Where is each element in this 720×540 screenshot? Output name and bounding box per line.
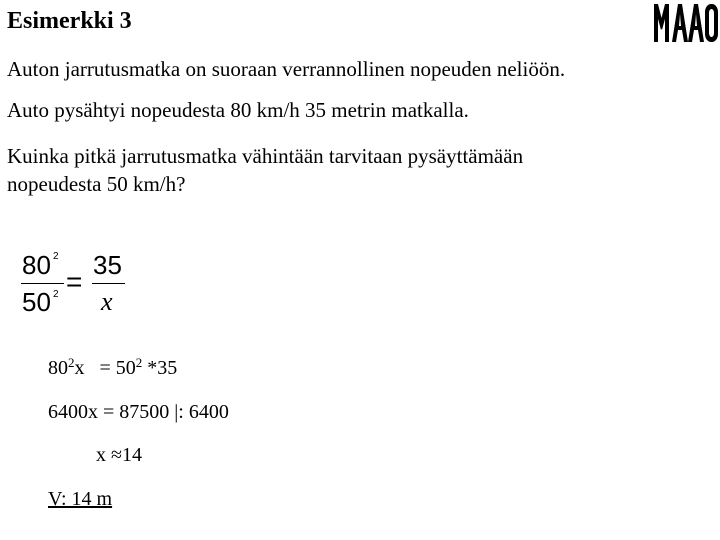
left-fraction-bar [21, 283, 64, 284]
step3-value: 14 [121, 444, 142, 466]
solution-step-1 [48, 356, 177, 380]
step1-exponent-a: 2 [68, 355, 75, 370]
problem-question-line-2: nopeudesta 50 km/h? [7, 172, 186, 196]
step1-exponent-b: 2 [135, 355, 143, 370]
step1-equals-b: = 50 [99, 357, 136, 379]
left-denominator-exponent: 2 [53, 289, 59, 300]
step3-variable: x [96, 444, 106, 466]
step1-variable: x [74, 357, 85, 379]
step1-base-a: 80 [48, 357, 68, 379]
solution-step-3 [96, 443, 142, 467]
right-numerator: 35 [93, 250, 122, 280]
left-numerator: 80 [22, 250, 51, 280]
left-denominator: 50 [22, 287, 51, 317]
left-numerator-exponent: 2 [53, 251, 59, 262]
right-denominator: x [101, 287, 113, 316]
final-answer: V: 14 m [48, 488, 113, 510]
solution-step-2: 6400x = 87500 |: 6400 [48, 401, 229, 423]
problem-question-line-1: Kuinka pitkä jarrutusmatka vähintään tarvitaan pysäyttämään [7, 144, 524, 168]
equals-sign: = [66, 266, 83, 297]
step1-multiplier: *35 [142, 357, 178, 379]
maa0-logo [652, 0, 720, 46]
problem-data: Auto pysähtyi nopeudesta 80 km/h 35 metrin matkalla. [7, 98, 469, 122]
right-fraction-bar [92, 283, 125, 284]
approx-symbol: ≈ [111, 444, 122, 466]
slide-title: Esimerkki 3 [7, 8, 132, 34]
problem-statement: Auton jarrutusmatka on suoraan verrannollinen nopeuden neliöön. [7, 57, 566, 81]
